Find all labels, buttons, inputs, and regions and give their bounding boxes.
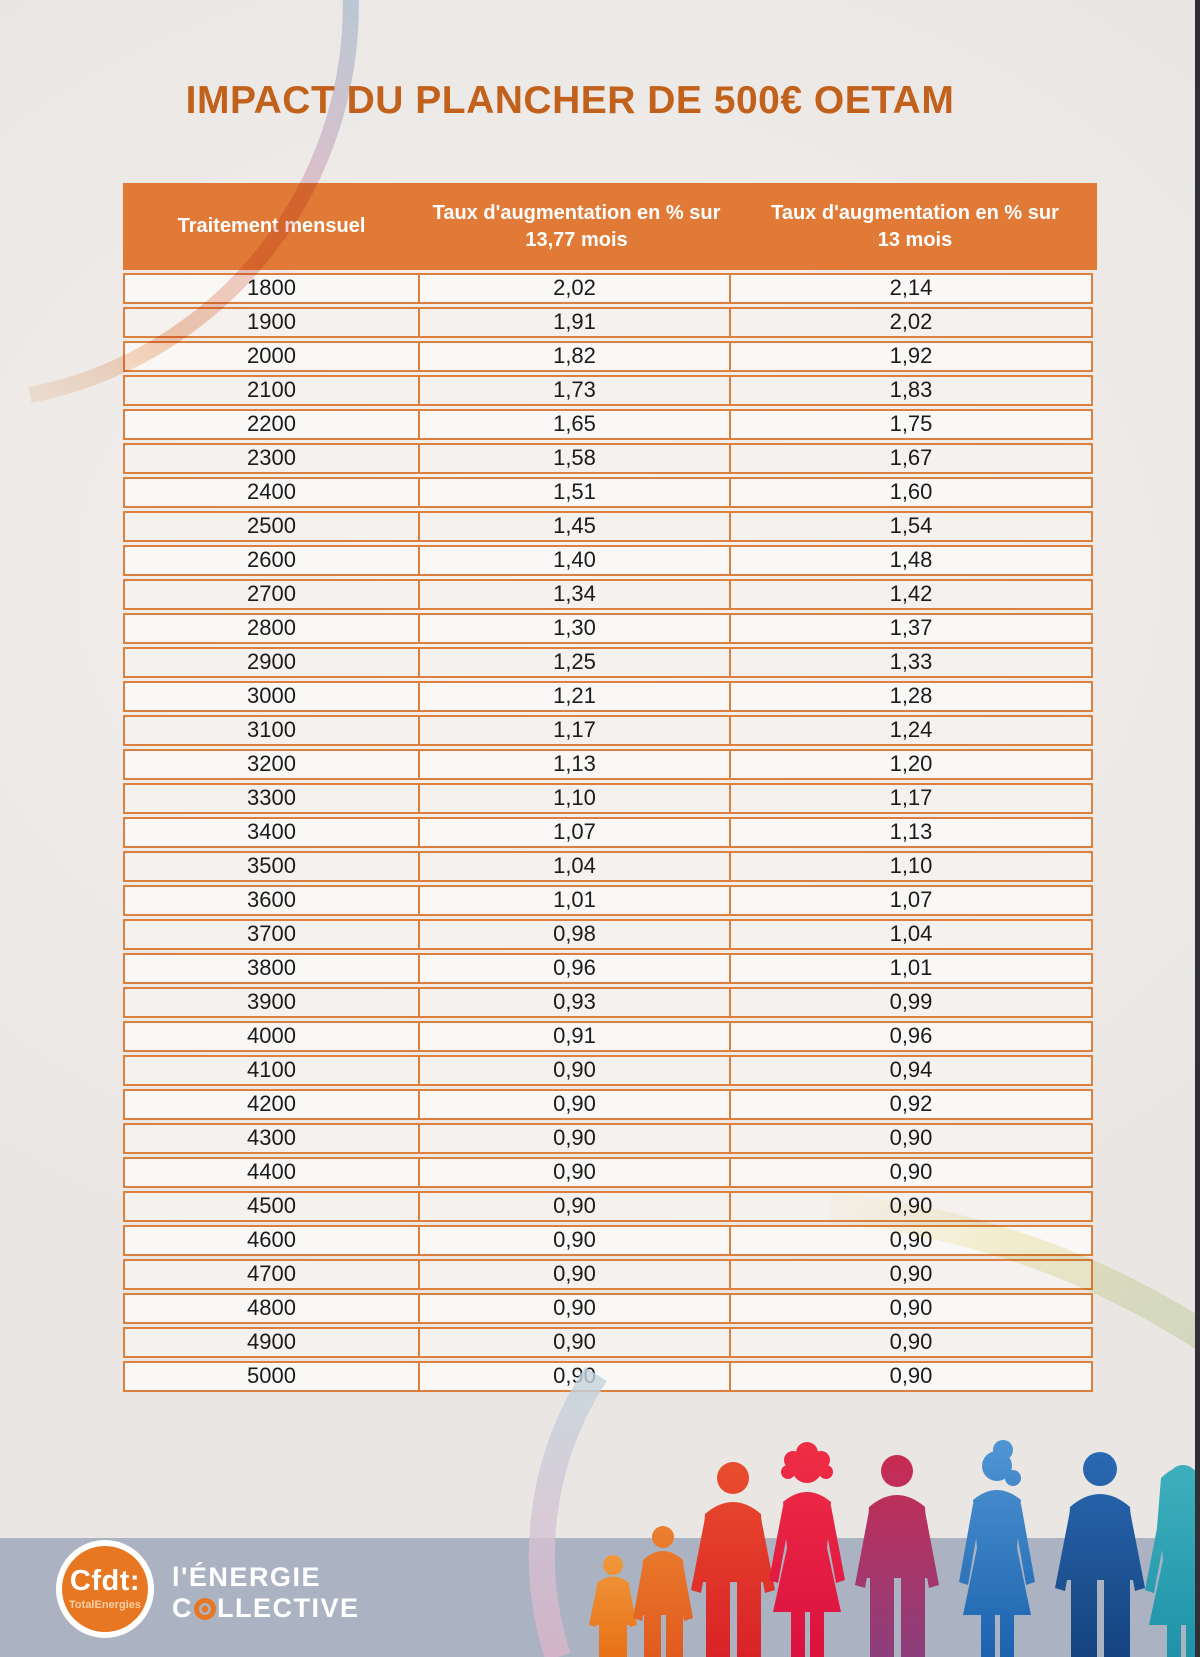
header-line2: 13,77 mois xyxy=(525,228,628,251)
table-row xyxy=(123,1191,1097,1222)
cell-taux-13-77: 0,90 xyxy=(418,1191,731,1222)
cell-traitement-mensuel: 3900 xyxy=(123,987,420,1018)
cell-taux-13: 0,90 xyxy=(729,1259,1093,1290)
cell-taux-13: 0,90 xyxy=(729,1157,1093,1188)
cell-taux-13-77: 2,02 xyxy=(418,273,731,304)
page-edge-line xyxy=(1195,0,1200,1657)
cell-traitement-mensuel: 2000 xyxy=(123,341,420,372)
table-row xyxy=(123,1361,1097,1392)
table-header-row xyxy=(123,183,1097,270)
cell-taux-13: 0,99 xyxy=(729,987,1093,1018)
cell-traitement-mensuel: 2300 xyxy=(123,443,420,474)
header-traitement-mensuel xyxy=(123,183,420,270)
table-row xyxy=(123,341,1097,372)
cell-taux-13: 1,42 xyxy=(729,579,1093,610)
cell-traitement-mensuel: 3800 xyxy=(123,953,420,984)
cell-traitement-mensuel: 1800 xyxy=(123,273,420,304)
cell-traitement-mensuel: 4300 xyxy=(123,1123,420,1154)
cell-traitement-mensuel: 2500 xyxy=(123,511,420,542)
table-row xyxy=(123,1293,1097,1324)
cell-taux-13: 1,20 xyxy=(729,749,1093,780)
cell-taux-13-77: 1,17 xyxy=(418,715,731,746)
table-row xyxy=(123,715,1097,746)
cell-taux-13-77: 1,91 xyxy=(418,307,731,338)
table-row xyxy=(123,817,1097,848)
table-row xyxy=(123,1225,1097,1256)
cell-traitement-mensuel: 3600 xyxy=(123,885,420,916)
cell-taux-13: 0,94 xyxy=(729,1055,1093,1086)
cell-traitement-mensuel: 1900 xyxy=(123,307,420,338)
cell-traitement-mensuel: 3700 xyxy=(123,919,420,950)
cell-taux-13: 1,67 xyxy=(729,443,1093,474)
table-row xyxy=(123,647,1097,678)
cell-taux-13-77: 1,73 xyxy=(418,375,731,406)
table-row xyxy=(123,1089,1097,1120)
cell-taux-13: 1,13 xyxy=(729,817,1093,848)
cell-taux-13: 1,10 xyxy=(729,851,1093,882)
table-row xyxy=(123,919,1097,950)
cell-taux-13: 0,90 xyxy=(729,1123,1093,1154)
cell-taux-13: 2,02 xyxy=(729,307,1093,338)
cfdt-logo-text: Cfdt: xyxy=(69,1565,141,1597)
cell-taux-13-77: 1,65 xyxy=(418,409,731,440)
cell-traitement-mensuel: 3200 xyxy=(123,749,420,780)
cell-taux-13: 0,90 xyxy=(729,1191,1093,1222)
cell-traitement-mensuel: 4100 xyxy=(123,1055,420,1086)
cell-traitement-mensuel: 2200 xyxy=(123,409,420,440)
cell-taux-13: 1,48 xyxy=(729,545,1093,576)
cell-taux-13-77: 1,51 xyxy=(418,477,731,508)
header-line1: Taux d'augmentation en % sur xyxy=(432,202,721,225)
slogan-line2 xyxy=(172,1593,360,1624)
table-row xyxy=(123,511,1097,542)
cell-taux-13-77: 1,30 xyxy=(418,613,731,644)
header-line1: Taux d'augmentation en % sur xyxy=(771,202,1059,225)
table-row xyxy=(123,273,1097,304)
cell-taux-13-77: 0,90 xyxy=(418,1327,731,1358)
cfdt-logo xyxy=(56,1540,154,1638)
cell-traitement-mensuel: 3500 xyxy=(123,851,420,882)
cell-taux-13-77: 1,25 xyxy=(418,647,731,678)
cell-taux-13: 1,60 xyxy=(729,477,1093,508)
cell-traitement-mensuel: 2400 xyxy=(123,477,420,508)
cell-taux-13-77: 1,45 xyxy=(418,511,731,542)
cell-taux-13-77: 1,13 xyxy=(418,749,731,780)
table-row xyxy=(123,307,1097,338)
cell-taux-13: 0,90 xyxy=(729,1361,1093,1392)
slogan xyxy=(172,1562,360,1624)
impact-table xyxy=(123,183,1097,1392)
slogan-line2-suffix: LLECTIVE xyxy=(217,1593,360,1624)
cell-taux-13-77: 0,90 xyxy=(418,1123,731,1154)
slogan-line1: l'ÉNERGIE xyxy=(172,1562,321,1592)
header-line1: Traitement mensuel xyxy=(177,215,366,238)
cell-taux-13-77: 1,01 xyxy=(418,885,731,916)
cell-taux-13: 1,07 xyxy=(729,885,1093,916)
table-row xyxy=(123,783,1097,814)
cell-taux-13-77: 1,82 xyxy=(418,341,731,372)
cell-taux-13-77: 0,90 xyxy=(418,1157,731,1188)
cell-taux-13-77: 0,90 xyxy=(418,1225,731,1256)
table-row xyxy=(123,851,1097,882)
header-taux-13-mois xyxy=(733,183,1097,270)
cell-traitement-mensuel: 4900 xyxy=(123,1327,420,1358)
cell-taux-13-77: 0,96 xyxy=(418,953,731,984)
header-line2: 13 mois xyxy=(877,228,953,251)
cell-taux-13-77: 1,40 xyxy=(418,545,731,576)
cell-taux-13: 1,24 xyxy=(729,715,1093,746)
cell-taux-13: 1,17 xyxy=(729,783,1093,814)
table-row xyxy=(123,749,1097,780)
cfdt-logo-subtext: TotalEnergies xyxy=(69,1599,141,1611)
table-row xyxy=(123,1157,1097,1188)
cell-taux-13-77: 1,34 xyxy=(418,579,731,610)
table-row xyxy=(123,579,1097,610)
cell-taux-13: 1,33 xyxy=(729,647,1093,678)
cell-traitement-mensuel: 4800 xyxy=(123,1293,420,1324)
cell-taux-13-77: 0,93 xyxy=(418,987,731,1018)
cell-taux-13-77: 1,58 xyxy=(418,443,731,474)
cell-traitement-mensuel: 5000 xyxy=(123,1361,420,1392)
table-row xyxy=(123,443,1097,474)
table-row xyxy=(123,987,1097,1018)
cell-traitement-mensuel: 4400 xyxy=(123,1157,420,1188)
cell-traitement-mensuel: 2900 xyxy=(123,647,420,678)
cell-taux-13-77: 0,91 xyxy=(418,1021,731,1052)
table-row xyxy=(123,953,1097,984)
page-title: IMPACT DU PLANCHER DE 500€ OETAM xyxy=(185,79,955,122)
table-row xyxy=(123,613,1097,644)
table-row xyxy=(123,409,1097,440)
table-row xyxy=(123,1327,1097,1358)
collective-o-icon xyxy=(194,1598,216,1620)
cell-taux-13: 0,90 xyxy=(729,1225,1093,1256)
cell-taux-13-77: 1,07 xyxy=(418,817,731,848)
table-body xyxy=(123,273,1097,1392)
cell-taux-13-77: 1,04 xyxy=(418,851,731,882)
cell-taux-13-77: 0,90 xyxy=(418,1293,731,1324)
cell-taux-13: 0,90 xyxy=(729,1327,1093,1358)
cell-traitement-mensuel: 3300 xyxy=(123,783,420,814)
cell-traitement-mensuel: 4500 xyxy=(123,1191,420,1222)
cell-traitement-mensuel: 3400 xyxy=(123,817,420,848)
cell-traitement-mensuel: 2800 xyxy=(123,613,420,644)
cell-traitement-mensuel: 4000 xyxy=(123,1021,420,1052)
cell-traitement-mensuel: 2700 xyxy=(123,579,420,610)
table-row xyxy=(123,1055,1097,1086)
table-row xyxy=(123,1021,1097,1052)
table-row xyxy=(123,1259,1097,1290)
table-row xyxy=(123,681,1097,712)
cell-traitement-mensuel: 3000 xyxy=(123,681,420,712)
cell-traitement-mensuel: 2600 xyxy=(123,545,420,576)
cell-taux-13: 2,14 xyxy=(729,273,1093,304)
cell-traitement-mensuel: 4600 xyxy=(123,1225,420,1256)
table-row xyxy=(123,545,1097,576)
cell-taux-13: 1,92 xyxy=(729,341,1093,372)
cell-taux-13-77: 0,98 xyxy=(418,919,731,950)
header-taux-13-77-mois xyxy=(420,183,733,270)
cell-taux-13: 1,37 xyxy=(729,613,1093,644)
cell-taux-13-77: 0,90 xyxy=(418,1259,731,1290)
slogan-line2-prefix: C xyxy=(172,1593,193,1624)
table-row xyxy=(123,1123,1097,1154)
table-row xyxy=(123,885,1097,916)
cell-taux-13: 1,01 xyxy=(729,953,1093,984)
cell-traitement-mensuel: 4700 xyxy=(123,1259,420,1290)
cell-taux-13: 1,04 xyxy=(729,919,1093,950)
cell-taux-13-77: 0,90 xyxy=(418,1089,731,1120)
cell-taux-13: 0,92 xyxy=(729,1089,1093,1120)
cell-taux-13: 1,54 xyxy=(729,511,1093,542)
cell-taux-13-77: 0,90 xyxy=(418,1361,731,1392)
cell-traitement-mensuel: 3100 xyxy=(123,715,420,746)
cell-taux-13-77: 1,21 xyxy=(418,681,731,712)
cell-taux-13-77: 1,10 xyxy=(418,783,731,814)
cell-taux-13: 1,83 xyxy=(729,375,1093,406)
cell-taux-13-77: 0,90 xyxy=(418,1055,731,1086)
cell-taux-13: 0,90 xyxy=(729,1293,1093,1324)
cell-taux-13: 0,96 xyxy=(729,1021,1093,1052)
cell-taux-13: 1,28 xyxy=(729,681,1093,712)
table-row xyxy=(123,375,1097,406)
table-row xyxy=(123,477,1097,508)
cell-traitement-mensuel: 2100 xyxy=(123,375,420,406)
cell-traitement-mensuel: 4200 xyxy=(123,1089,420,1120)
cell-taux-13: 1,75 xyxy=(729,409,1093,440)
